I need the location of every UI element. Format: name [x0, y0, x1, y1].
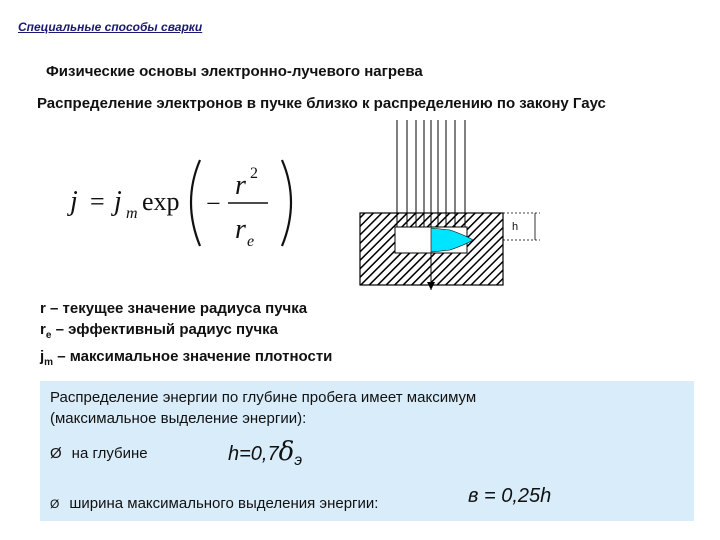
legend-jm-text: – максимальное значение плотности [53, 348, 333, 365]
depth-formula-delta: δ [278, 437, 295, 467]
right-paren [282, 160, 291, 246]
formula-exp: exp [142, 187, 180, 216]
depth-formula-sub: э [294, 452, 303, 469]
formula-num-r: r [235, 170, 246, 201]
legend-re-base: r [40, 321, 46, 338]
bullet-arrow-icon: Ø [50, 445, 62, 462]
box-intro-line2: (максимальное выделение энергии): [50, 410, 307, 427]
formula-minus: − [206, 189, 221, 218]
legend-re-text: – эффективный радиус пучка [51, 321, 279, 338]
bullet-depth-label: на глубине [71, 445, 148, 462]
energy-distribution-box [40, 381, 694, 521]
bullet-width [50, 495, 378, 512]
formula-j: j [70, 186, 78, 217]
slide-subtitle: Распределение электронов в пучке близко к распределению по закону Гаус [37, 95, 606, 112]
formula-num-sup: 2 [250, 165, 258, 182]
slide-header: Специальные способы сварки [18, 20, 203, 34]
box-intro [50, 387, 476, 429]
bullet-width-label: ширина максимального выделения энергии: [69, 495, 379, 512]
formula-eq: = [90, 187, 105, 216]
legend [40, 298, 332, 373]
formula-den-r: r [235, 214, 246, 245]
bullet-depth [50, 445, 148, 462]
gauss-formula [60, 150, 300, 260]
formula-jm: j [114, 186, 122, 217]
width-formula: в = 0,25h [468, 485, 552, 507]
legend-jm-base: j [40, 348, 45, 365]
legend-line-jm [40, 346, 332, 373]
bullet-arrow-icon: Ø [50, 497, 60, 511]
legend-line-re [40, 319, 332, 346]
slide-title: Физические основы электронно-лучевого нагрева [46, 63, 423, 80]
formula-den-sub: e [247, 233, 255, 250]
legend-line-r: r – текущее значение радиуса пучка [40, 300, 308, 317]
h-label: h [512, 221, 519, 233]
depth-formula-prefix: h=0,7 [228, 443, 279, 465]
legend-re-sub: e [45, 330, 52, 341]
beam-arrow [427, 282, 435, 290]
beam-diagram [355, 120, 555, 290]
formula-jm-sub: m [126, 205, 138, 222]
box-intro-line1: Распределение энергии по глубине пробега имеет максимум [50, 389, 477, 406]
left-paren [191, 160, 200, 246]
legend-jm-sub: m [44, 357, 54, 368]
depth-formula [228, 437, 302, 470]
